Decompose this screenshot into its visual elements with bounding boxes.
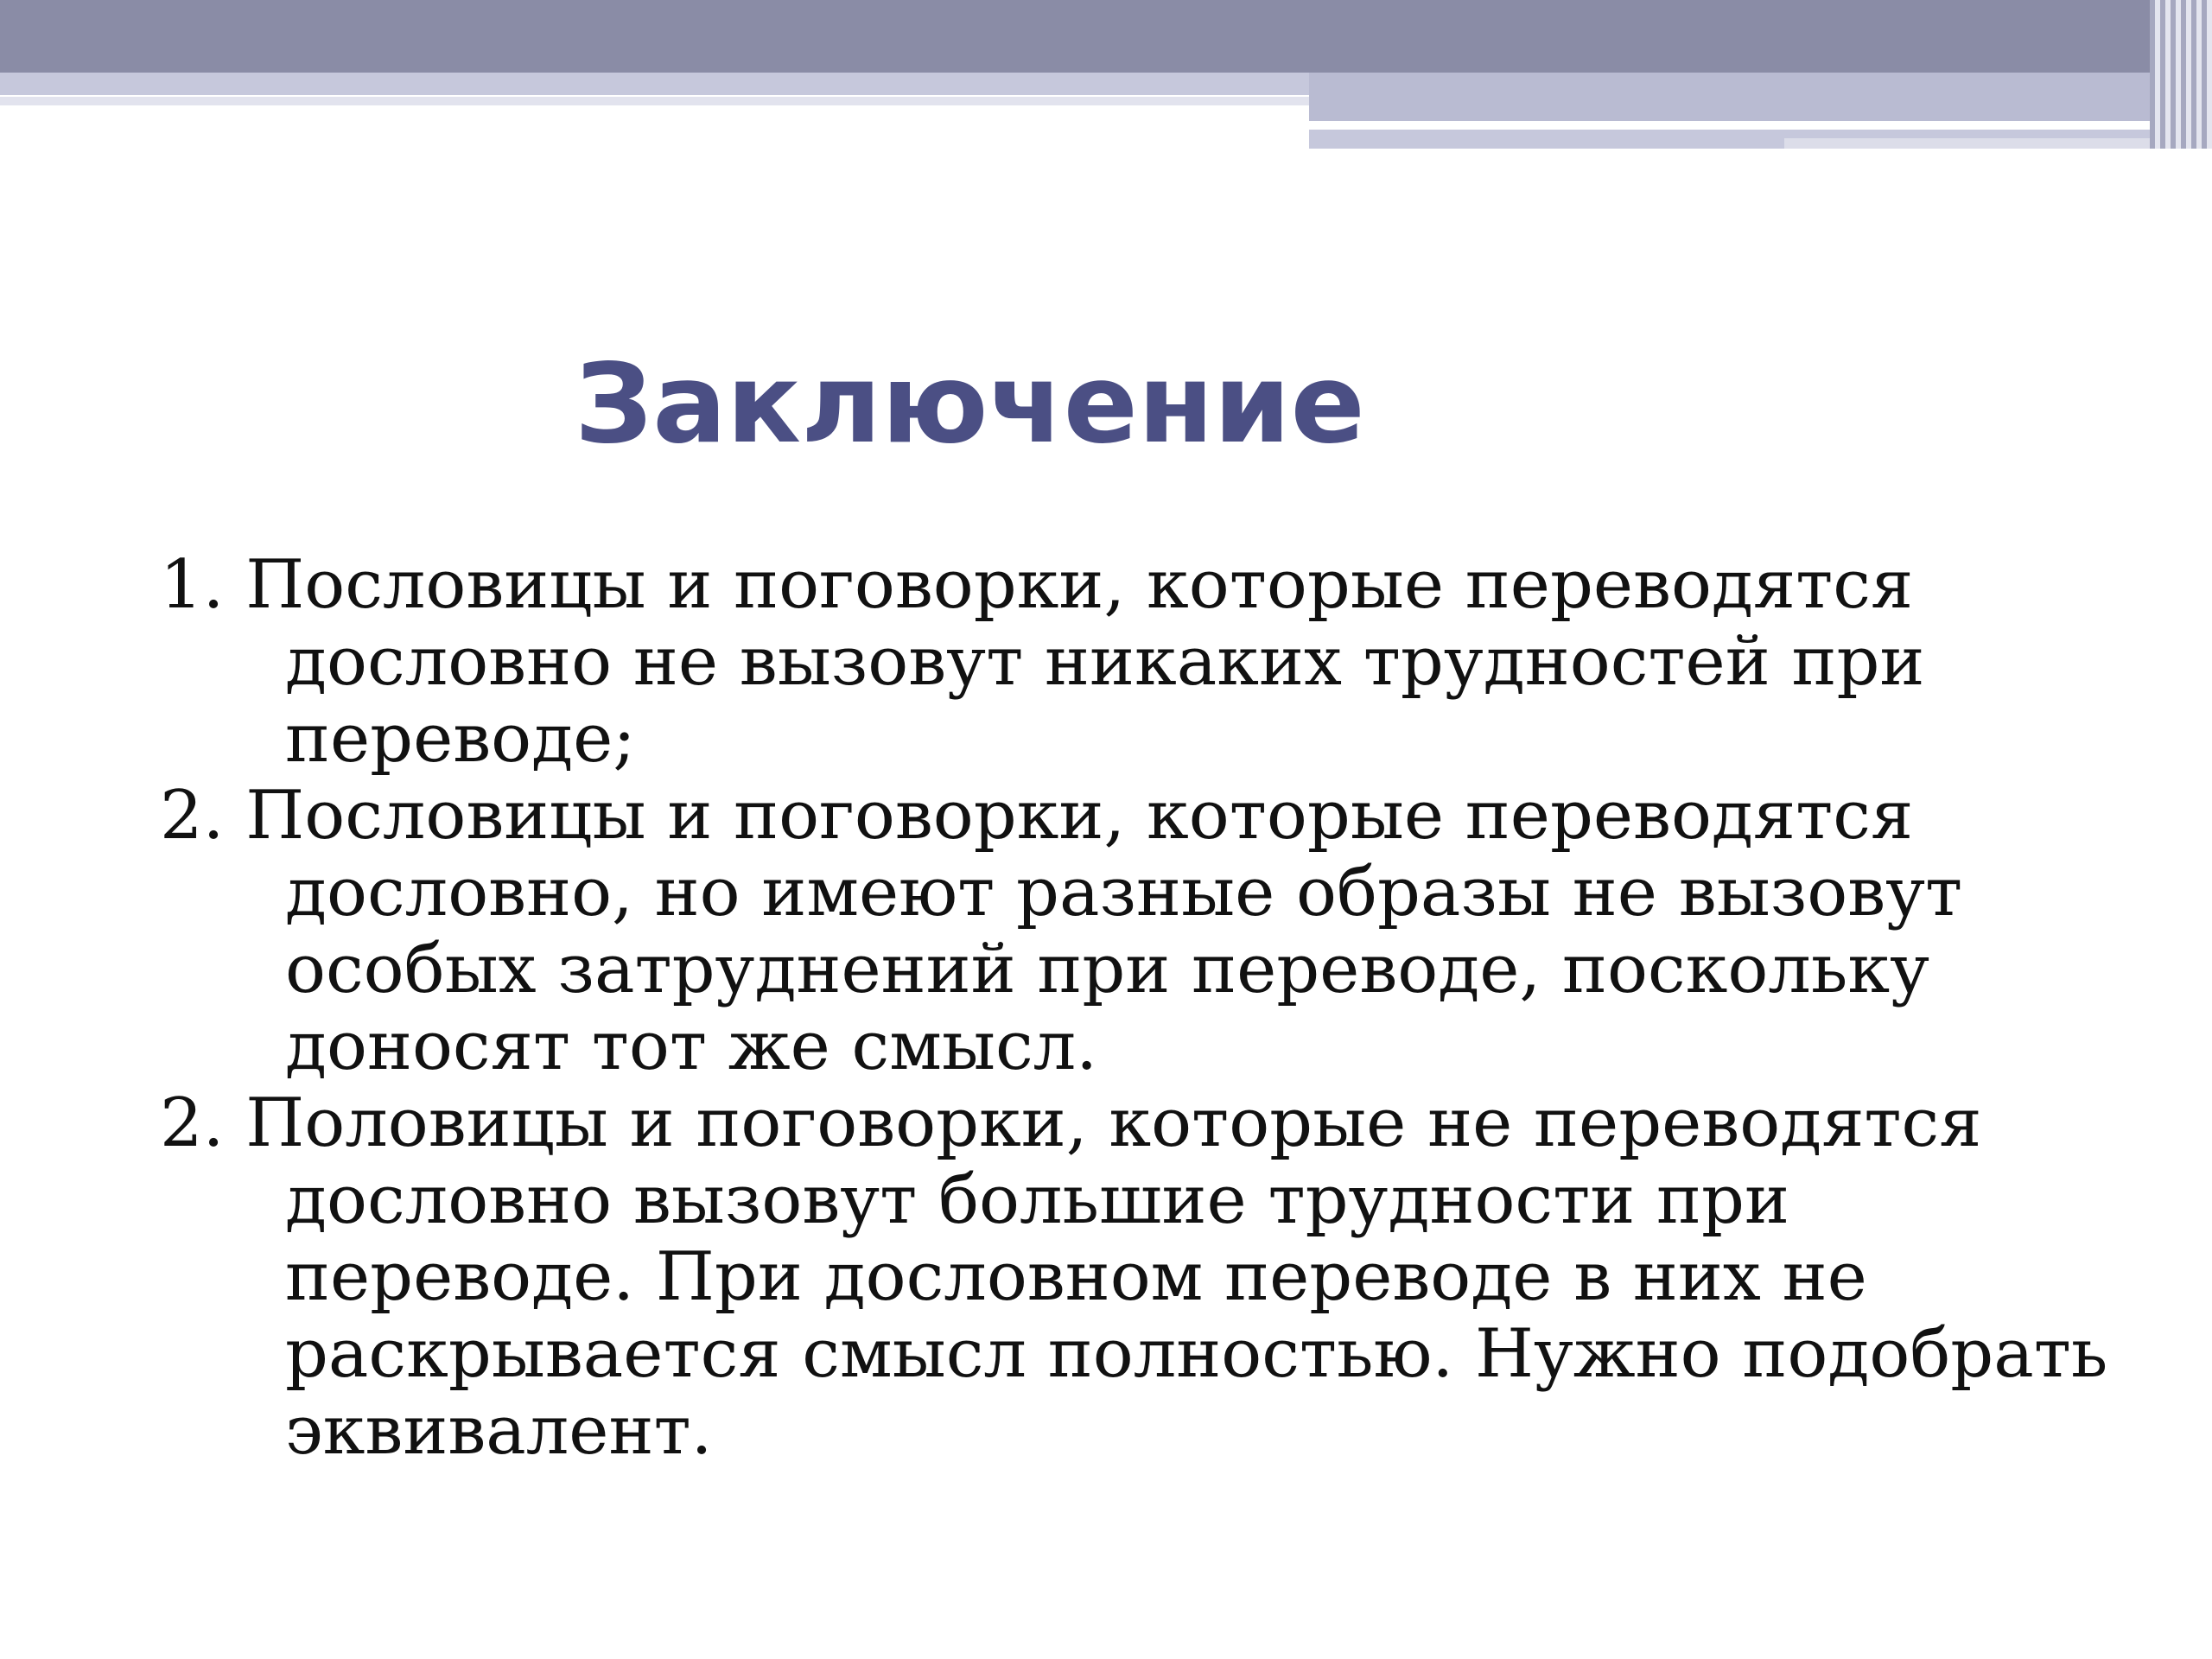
conclusion-list — [160, 547, 2147, 1470]
item-number: 1. — [160, 546, 225, 624]
item-number: 2. — [160, 777, 225, 855]
item-text: Пословицы и поговорки, которые переводятся дословно, но имеют разные образы не вызовут особых затруднений при переводе, поскольку доносят тот же смысл. — [245, 777, 1963, 1085]
header-band-light — [0, 73, 1309, 95]
header-stripes — [2150, 0, 2212, 149]
header-band-divider — [1309, 121, 2048, 130]
header-band-step — [1309, 73, 2212, 121]
header-band-step-fade — [1784, 138, 2212, 149]
list-item — [160, 778, 2147, 1085]
item-text: Пословицы и поговорки, которые переводятся дословно не вызовут никаких трудностей при переводе; — [245, 546, 1925, 778]
item-number: 2. — [160, 1084, 225, 1162]
item-text: Половицы и поговорки, которые не переводятся дословно вызовут большие трудности при переводе. При дословном переводе в них не раскрывается смысл полностью. Нужно подобрать эквивалент. — [245, 1084, 2108, 1470]
list-item — [160, 1085, 2147, 1470]
header-band-thin — [0, 97, 1309, 105]
list-item — [160, 547, 2147, 778]
header-band — [0, 0, 2212, 73]
slide-title: Заключение — [575, 340, 1365, 467]
